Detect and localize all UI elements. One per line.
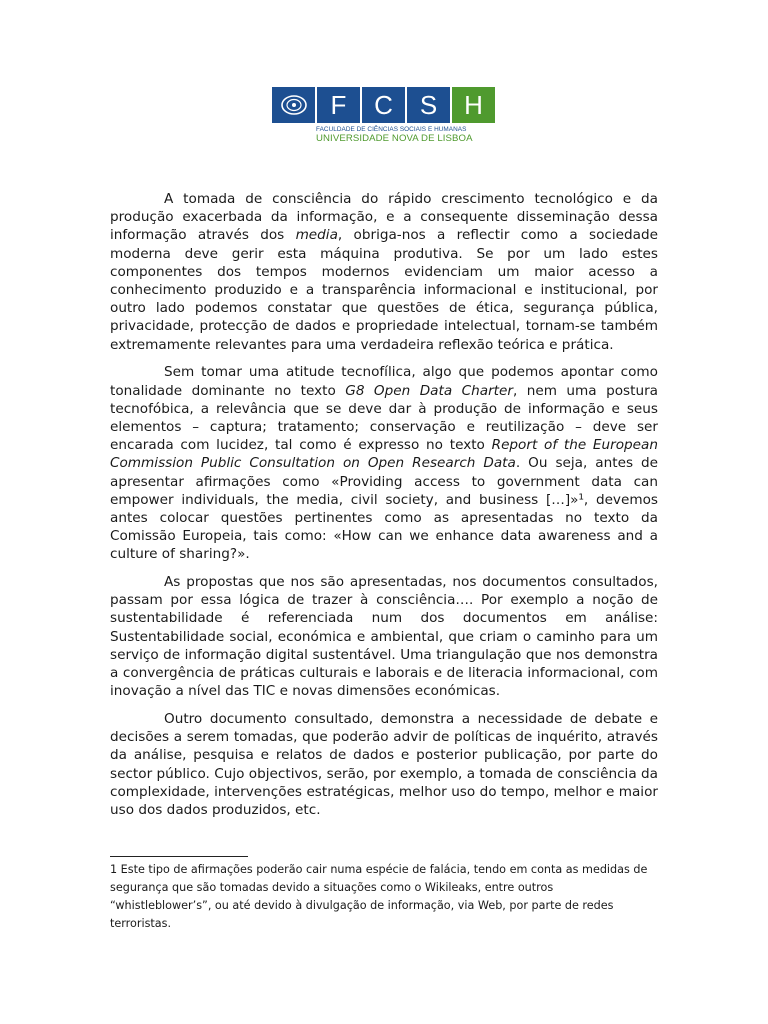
logo-letter-h: H [452,87,495,123]
logo-letter-c: C [362,87,405,123]
university-emblem-icon [272,87,315,123]
logo-letter-s: S [407,87,450,123]
paragraph-4: Outro documento consultado, demonstra a necessidade de debate e decisões a serem tomadas, que poderão advir de políticas de inquérito, através da análise, pesquisa e relatos de dados e posterior publicação, por parte do sector público. Cujo objectivos, serão, por exemplo, a tomada de consciência da complexidade, intervenções estratégicas, melhor uso do tempo, melhor e maior uso dos dados produzidos, etc. [110,710,658,818]
logo-faculty-name: FACULDADE DE CIÊNCIAS SOCIAIS E HUMANAS [316,126,467,133]
paragraph-1: A tomada de consciência do rápido crescimento tecnológico e da produção exacerbada da informação, e a consequente disseminação dessa informação através dos media, obriga-nos a reflectir como a sociedade moderna deve gerir esta máquina produtiva. Se por um lado estes componentes dos tempos modernos evidenciam um maior acesso a conhecimento produzido e a transparência informacional e institucional, por outro lado podemos constatar que questões de ética, segurança pública, privacidade, protecção de dados e propriedade intelectual, tornam-se também extremamente relevantes para uma verdadeira reflexão teórica e prática. [110,191,658,353]
paragraph-3: As propostas que nos são apresentadas, nos documentos consultados, passam por essa lógica de trazer à consciência…. Por exemplo a noção de sustentabilidade é referenciada num dos documentos em análise: Sustentabilidade social, económica e ambiental, que criam o caminho para um serviço de informação digital sustentável. Uma triangulação que nos demonstra a convergência de práticas culturais e laborais e de literacia informacional, com inovação a nível das TIC e novas dimensões económicas. [110,574,658,700]
document-body [110,190,658,829]
footnote: 1 Este tipo de afirmações poderão cair numa espécie de falácia, tendo em conta as medidas de segurança que são tomadas devido a situações como o Wikileaks, entre outros “whistleblower’s”, ou até devido à divulgação de informação, via Web, por parte de redes terroristas. [110,863,648,930]
logo-university-name: UNIVERSIDADE NOVA DE LISBOA [316,133,473,144]
footnote-separator [110,856,248,857]
logo-boxes [272,87,498,123]
paragraph-2: Sem tomar uma atitude tecnofílica, algo que podemos apontar como tonalidade dominante no texto G8 Open Data Charter, nem uma postura tecnofóbica, a relevância que se deve dar à produção de informação e seus elementos – captura; tratamento; conservação e reutilização – deve ser encarada com lucidez, tal como é expresso no texto Report of the European Commission Public Consultation on Open Research Data. Ou seja, antes de apresentar afirmações como «Providing access to government data can empower individuals, the media, civil society, and business […]»¹, devemos antes colocar questões pertinentes como as apresentadas no texto da Comissão Europeia, tais como: «How can we enhance data awareness and a culture of sharing?». [110,364,658,563]
logo-letter-f: F [317,87,360,123]
fcsh-logo [272,87,498,143]
